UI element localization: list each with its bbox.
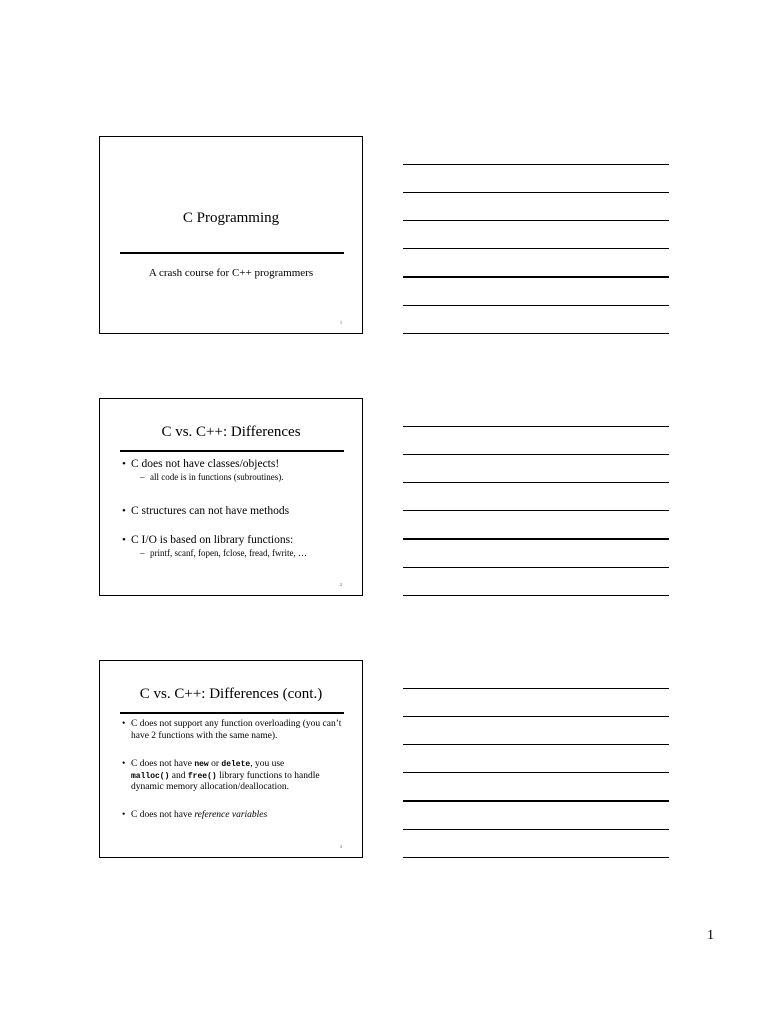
text-segment: C does not have (131, 809, 195, 820)
note-line (403, 164, 669, 165)
note-line (403, 305, 669, 306)
bullet-marker: • (122, 505, 126, 517)
note-line (403, 426, 669, 427)
sub-bullet (131, 547, 344, 559)
bullet-text (131, 810, 344, 822)
slide-2 (99, 398, 363, 596)
bullet-marker: • (122, 809, 126, 820)
slide-1 (99, 136, 363, 334)
sub-bullet-text: printf, scanf, fopen, fclose, fread, fwrite, … (150, 548, 307, 558)
dash-marker: – (140, 472, 145, 482)
code-function-free: free() (187, 771, 217, 781)
text-segment: C does not have (131, 759, 195, 769)
note-line (403, 276, 669, 278)
sub-bullet-text: all code is in functions (subroutines). (150, 472, 284, 482)
note-line (403, 857, 669, 858)
note-line (403, 567, 669, 568)
code-keyword-delete: delete (221, 760, 251, 769)
note-line (403, 744, 669, 745)
code-keyword-new: new (194, 760, 209, 769)
note-line (403, 688, 669, 689)
bullet-item (122, 505, 344, 518)
note-line (403, 454, 669, 455)
bullet-text: C does not support any function overloading (you can’t have 2 functions with the same name). (131, 719, 342, 741)
bullet-item (122, 534, 344, 559)
bullet-item (122, 458, 344, 483)
slide-1-title-rule (120, 252, 344, 254)
italic-term: reference variables (194, 809, 268, 820)
code-function-malloc: malloc() (131, 771, 170, 781)
slide-2-bullet-list (122, 458, 344, 559)
bullet-text: C I/O is based on library functions: (131, 534, 294, 546)
note-line (403, 192, 669, 193)
bullet-item (122, 759, 344, 794)
bullet-text (131, 759, 344, 794)
note-line (403, 482, 669, 483)
note-line (403, 248, 669, 249)
note-line (403, 772, 669, 773)
bullet-marker: • (122, 759, 126, 769)
slide-3-number: 3 (340, 844, 342, 849)
note-line (403, 800, 669, 802)
note-line (403, 220, 669, 221)
bullet-text: C structures can not have methods (131, 505, 290, 517)
slide-3-title: C vs. C++: Differences (cont.) (139, 686, 323, 702)
note-line (403, 538, 669, 540)
text-segment: and (169, 770, 188, 781)
page-number: 1 (707, 928, 714, 943)
slide-1-title: C Programming (182, 210, 280, 226)
dash-marker: – (140, 548, 145, 558)
text-segment: , you use (250, 759, 285, 769)
text-segment: library functions to handle dynamic memory allocation/deallocation. (131, 770, 320, 792)
note-line (403, 829, 669, 830)
bullet-marker: • (122, 719, 126, 729)
note-line (403, 716, 669, 717)
slide-1-number: 1 (340, 320, 342, 325)
note-line (403, 510, 669, 511)
bullet-text: C does not have classes/objects! (131, 458, 280, 470)
text-segment: or (208, 759, 222, 769)
slide-3-bullet-list (122, 719, 344, 821)
bullet-marker: • (122, 458, 126, 470)
slide-3 (99, 660, 363, 858)
slide-3-title-rule (120, 712, 344, 714)
note-line (403, 333, 669, 334)
bullet-item (122, 719, 344, 742)
bullet-item (122, 810, 344, 822)
slide-2-number: 2 (340, 582, 342, 587)
slide-2-title-rule (120, 450, 344, 452)
slide-1-subtitle: A crash course for C++ programmers (148, 267, 314, 279)
sub-bullet (131, 471, 344, 483)
bullet-marker: • (122, 534, 126, 546)
note-line (403, 595, 669, 596)
slide-2-title: C vs. C++: Differences (161, 424, 301, 440)
